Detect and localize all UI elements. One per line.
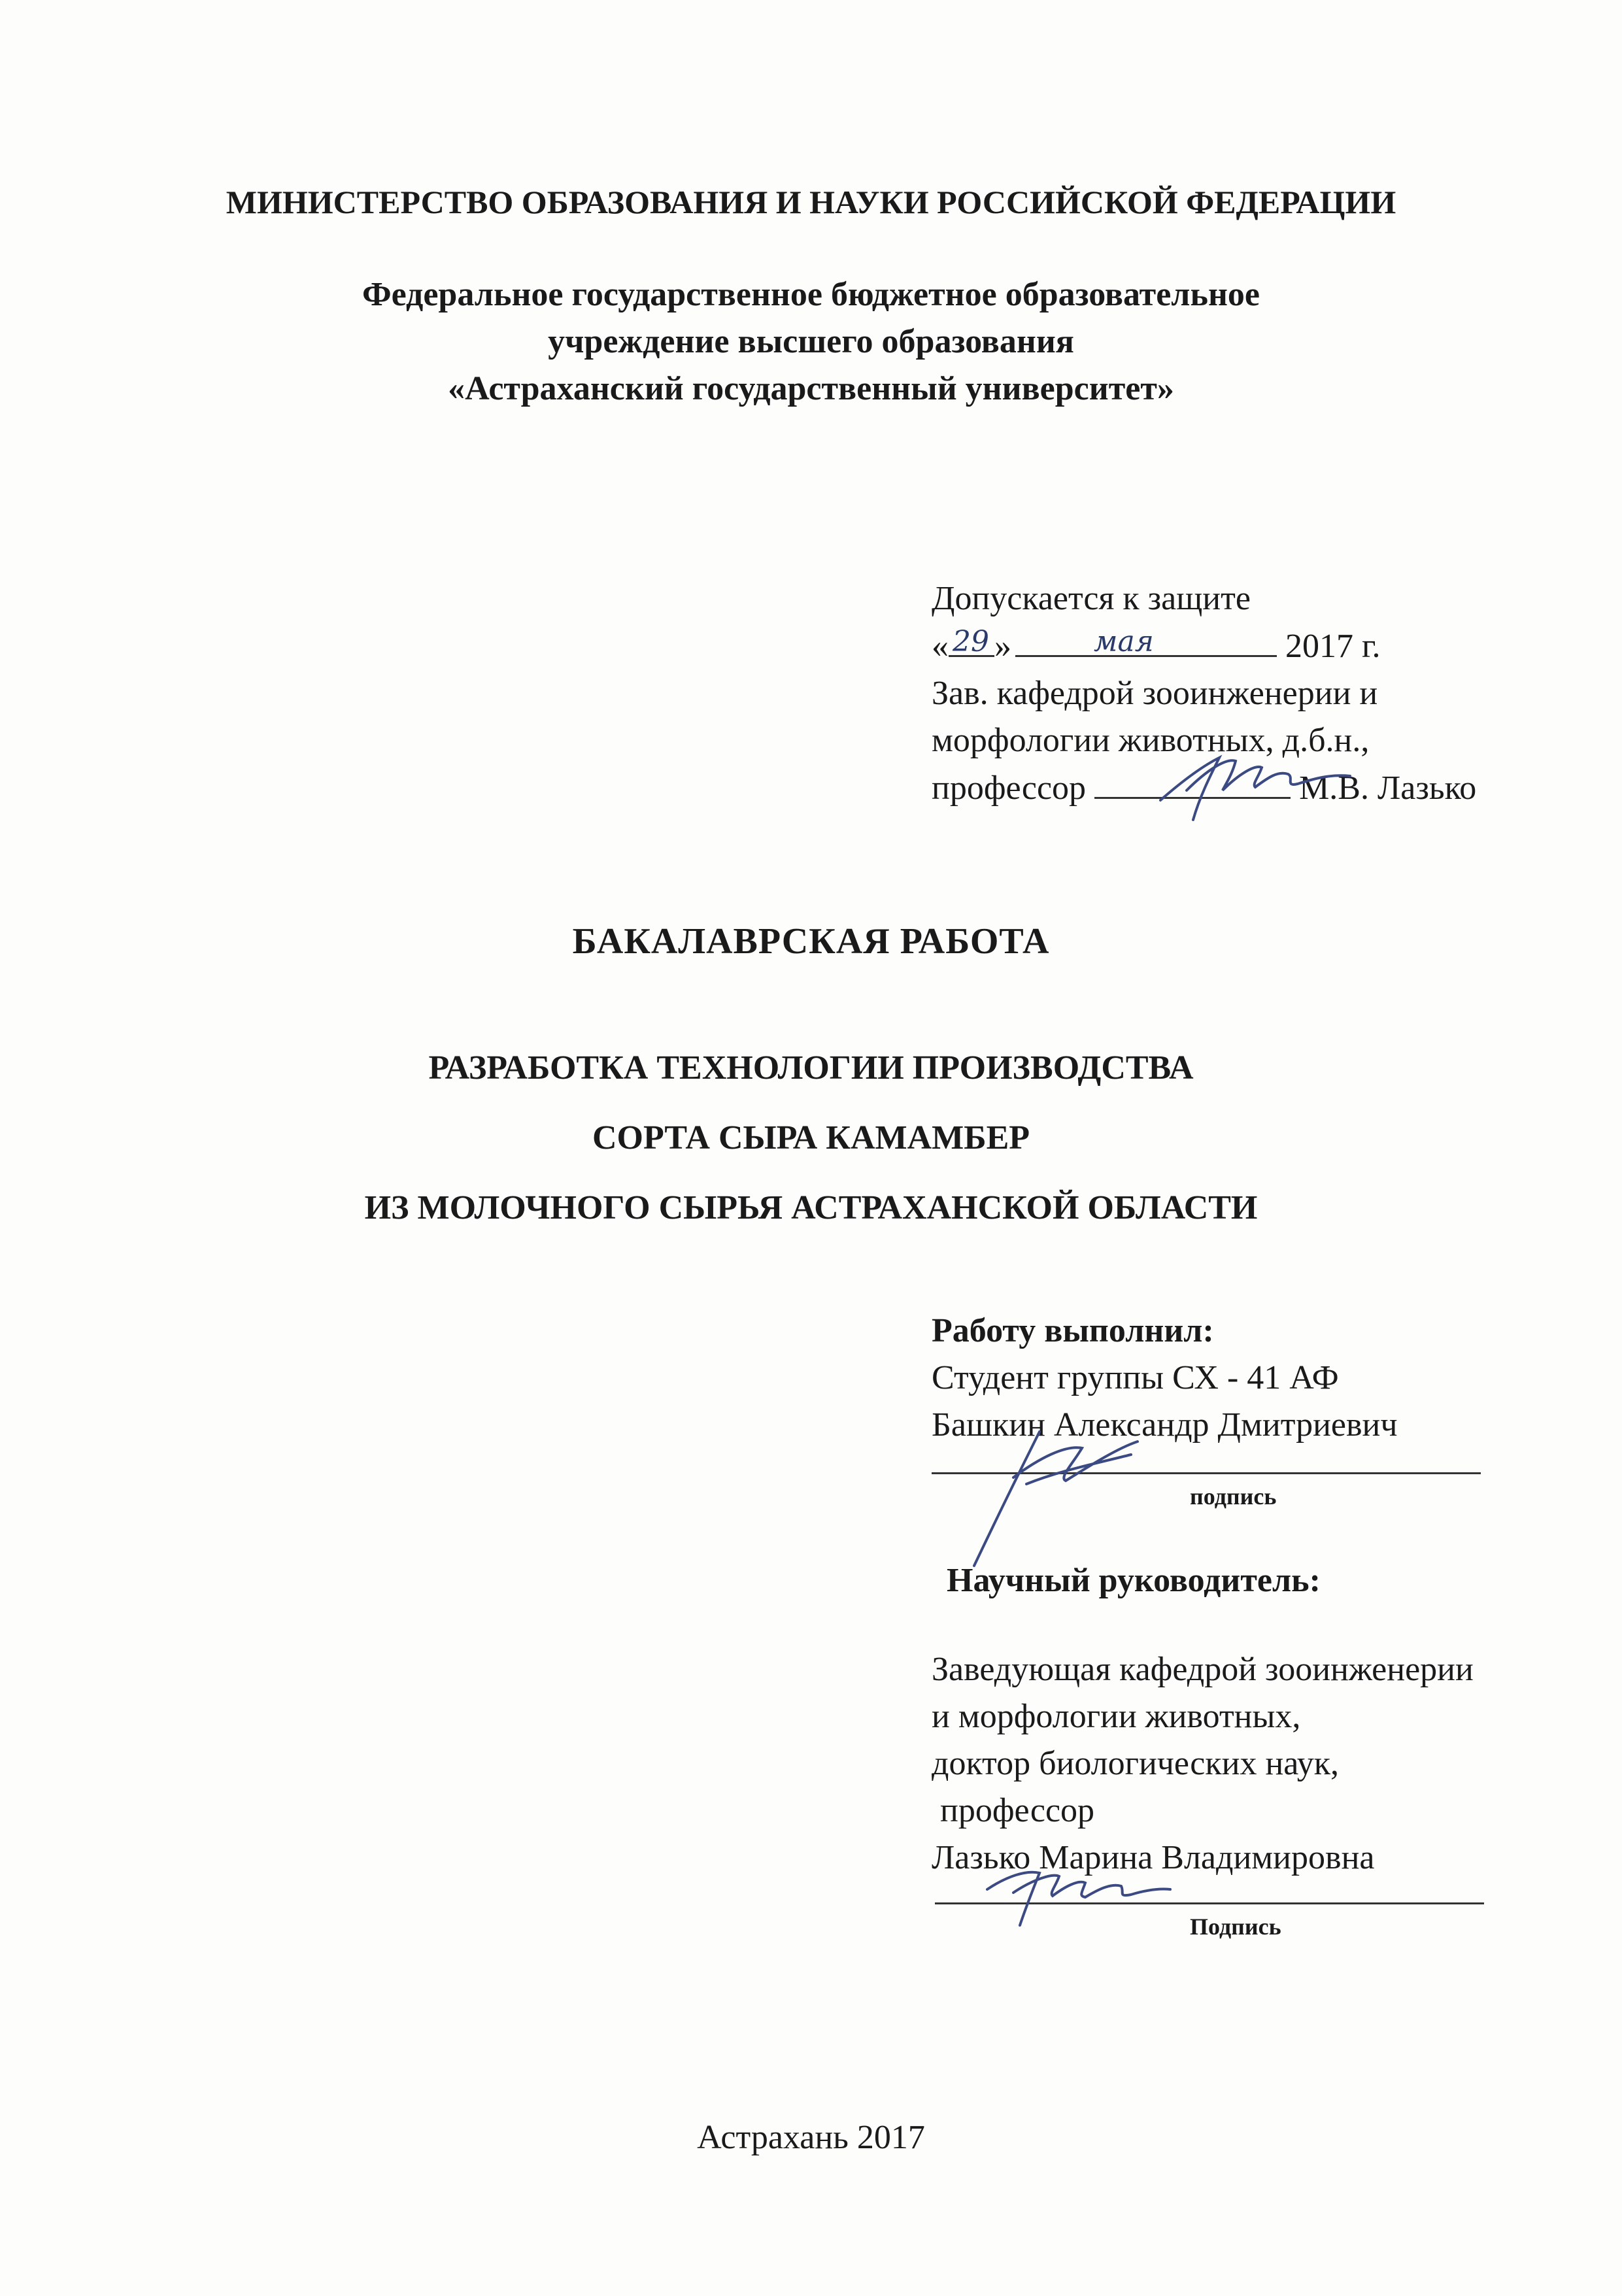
topic-line-1: РАЗРАБОТКА ТЕХНОЛОГИИ ПРОИЗВОДСТВА xyxy=(428,1049,1194,1087)
approval-signature-line xyxy=(932,764,1585,812)
approval-date-line xyxy=(932,622,1585,670)
supervisor-signature-caption: Подпись xyxy=(1190,1914,1281,1940)
approval-title: профессор xyxy=(932,769,1087,807)
author-signature-image xyxy=(968,1419,1177,1572)
quote-close: » xyxy=(994,628,1011,665)
author-heading: Работу выполнил: xyxy=(932,1312,1214,1349)
topic-block xyxy=(0,1033,1622,1243)
institution-block xyxy=(0,271,1622,413)
work-type-heading: БАКАЛАВРСКАЯ РАБОТА xyxy=(572,921,1050,962)
approval-position-2: морфологии животных, д.б.н., xyxy=(932,722,1370,759)
topic-line-2: СОРТА СЫРА КАМАМБЕР xyxy=(592,1119,1030,1156)
supervisor-signature-image xyxy=(981,1857,1177,1932)
supervisor-line-4: профессор xyxy=(932,1792,1095,1829)
supervisor-block xyxy=(932,1646,1585,1882)
supervisor-name: Лазько Марина Владимировна xyxy=(932,1839,1375,1876)
month-handwritten: мая xyxy=(1094,625,1154,658)
day-blank xyxy=(949,622,994,657)
ministry-heading: МИНИСТЕРСТВО ОБРАЗОВАНИЯ И НАУКИ РОССИЙСКОЙ ФЕДЕРАЦИИ xyxy=(226,184,1396,220)
topic-line-3: ИЗ МОЛОЧНОГО СЫРЬЯ АСТРАХАНСКОЙ ОБЛАСТИ xyxy=(364,1189,1258,1226)
supervisor-line-1: Заведующая кафедрой зооинженерии xyxy=(932,1651,1474,1688)
author-signature-caption: подпись xyxy=(1190,1483,1277,1510)
institution-line-1: Федеральное государственное бюджетное образовательное xyxy=(362,276,1260,313)
approval-signature-image xyxy=(1147,738,1357,836)
approval-block xyxy=(932,575,1585,812)
approval-position-1: Зав. кафедрой зооинженерии и xyxy=(932,675,1378,712)
author-name: Башкин Александр Дмитриевич xyxy=(932,1406,1398,1443)
month-blank xyxy=(1015,622,1277,657)
approval-admitted: Допускается к защите xyxy=(932,580,1251,617)
quote-open: « xyxy=(932,628,949,665)
institution-line-2: учреждение высшего образования xyxy=(548,323,1074,360)
approval-name: М.В. Лазько xyxy=(1299,769,1477,807)
supervisor-heading: Научный руководитель: xyxy=(947,1562,1321,1599)
supervisor-line-3: доктор биологических наук, xyxy=(932,1745,1340,1782)
day-handwritten: 29 xyxy=(953,625,989,658)
institution-name: «Астраханский государственный университет» xyxy=(448,370,1174,407)
supervisor-line-2: и морфологии животных, xyxy=(932,1698,1301,1735)
city-year: Астрахань 2017 xyxy=(697,2119,925,2156)
approval-year: 2017 г. xyxy=(1285,628,1381,665)
author-group: Студент группы СХ - 41 АФ xyxy=(932,1359,1339,1396)
